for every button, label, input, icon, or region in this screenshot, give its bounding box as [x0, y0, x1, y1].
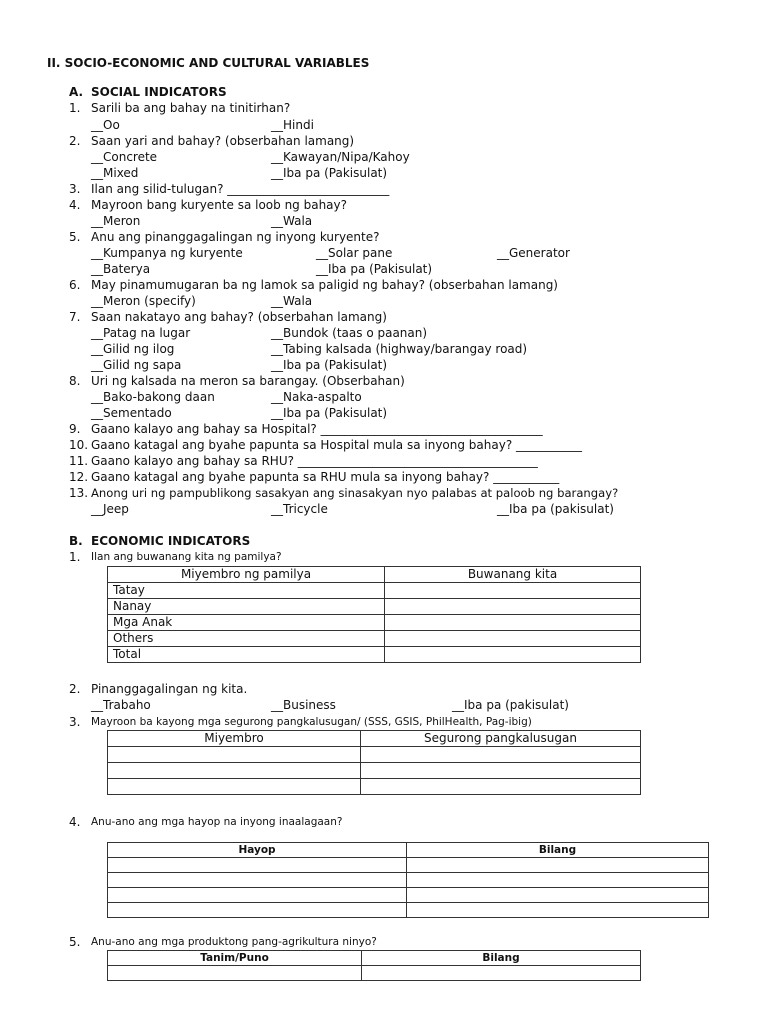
- option-meron-specify[interactable]: __Meron (specify): [91, 294, 196, 308]
- option-jeep[interactable]: __Jeep: [91, 502, 129, 516]
- option-concrete[interactable]: __Concrete: [91, 150, 158, 164]
- question-number: 11.: [69, 454, 89, 468]
- table-row: [108, 779, 641, 795]
- table-cell[interactable]: [361, 779, 641, 795]
- econ-question-5: Anu-ano ang mga produktong pang-agrikultura ninyo?: [91, 936, 377, 948]
- income-cell[interactable]: [385, 615, 641, 631]
- question-number: 7.: [69, 310, 81, 324]
- table-cell[interactable]: [108, 873, 407, 888]
- option-iba-pa[interactable]: __Iba pa (Pakisulat): [271, 358, 388, 372]
- row-label: Mga Anak: [108, 615, 385, 631]
- option-oo[interactable]: __Oo: [91, 118, 120, 132]
- table-header: Buwanang kita: [385, 567, 641, 583]
- question-1: Sarili ba ang bahay na tinitirhan?: [91, 101, 291, 115]
- option-wala[interactable]: __Wala: [271, 214, 313, 228]
- question-number: 4.: [69, 198, 81, 212]
- table-cell[interactable]: [108, 903, 407, 918]
- table-row: [108, 966, 641, 981]
- option-iba-pa[interactable]: __Iba pa (Pakisulat): [271, 406, 388, 420]
- table-header: Segurong pangkalusugan: [361, 731, 641, 747]
- question-12[interactable]: Gaano katagal ang byahe papunta sa RHU mula sa inyong bahay? ___________: [91, 470, 560, 484]
- insurance-table: [107, 730, 641, 795]
- table-cell[interactable]: [108, 858, 407, 873]
- social-header-letter: A.: [69, 85, 84, 99]
- option-naka-aspalto[interactable]: __Naka-aspalto: [271, 390, 362, 404]
- option-tabing-kalsada[interactable]: __Tabing kalsada (highway/barangay road): [271, 342, 528, 356]
- option-gilid-ilog[interactable]: __Gilid ng ilog: [91, 342, 175, 356]
- social-header: SOCIAL INDICATORS: [91, 85, 227, 99]
- income-cell[interactable]: [385, 599, 641, 615]
- option-solar[interactable]: __Solar pane: [316, 246, 393, 260]
- row-label: Total: [108, 647, 385, 663]
- question-number: 8.: [69, 374, 81, 388]
- table-cell[interactable]: [108, 888, 407, 903]
- question-7: Saan nakatayo ang bahay? (obserbahan lamang): [91, 310, 387, 324]
- option-iba-pa[interactable]: __Iba pa (pakisulat): [452, 698, 569, 712]
- table-row: [108, 903, 709, 918]
- table-cell[interactable]: [407, 858, 709, 873]
- table-cell[interactable]: [361, 763, 641, 779]
- crop-table: [107, 950, 641, 981]
- question-11[interactable]: Gaano kalayo ang bahay sa RHU? ________________________________________: [91, 454, 538, 468]
- question-number: 6.: [69, 278, 81, 292]
- option-iba-pa[interactable]: __Iba pa (Pakisulat): [271, 166, 388, 180]
- row-label: Nanay: [108, 599, 385, 615]
- question-3[interactable]: Ilan ang silid-tulugan? ___________________________: [91, 182, 390, 196]
- question-number: 3.: [69, 182, 81, 196]
- table-row: [108, 615, 641, 631]
- option-patag[interactable]: __Patag na lugar: [91, 326, 191, 340]
- table-cell[interactable]: [108, 747, 361, 763]
- question-2: Saan yari and bahay? (obserbahan lamang): [91, 134, 355, 148]
- income-table: [107, 566, 641, 663]
- question-number: 5.: [69, 935, 81, 949]
- question-number: 5.: [69, 230, 81, 244]
- income-cell[interactable]: [385, 631, 641, 647]
- option-iba-pa[interactable]: __Iba pa (pakisulat): [497, 502, 614, 516]
- option-bundok[interactable]: __Bundok (taas o paanan): [271, 326, 428, 340]
- table-header: Bilang: [407, 843, 709, 858]
- question-5: Anu ang pinanggagalingan ng inyong kuryente?: [91, 230, 380, 244]
- option-wala[interactable]: __Wala: [271, 294, 313, 308]
- table-header: Bilang: [362, 951, 641, 966]
- question-8: Uri ng kalsada na meron sa barangay. (Obserbahan): [91, 374, 405, 388]
- table-row: [108, 888, 709, 903]
- question-number: 2.: [69, 682, 81, 696]
- income-cell[interactable]: [385, 583, 641, 599]
- question-number: 10.: [69, 438, 89, 452]
- question-number: 1.: [69, 101, 81, 115]
- question-9[interactable]: Gaano kalayo ang bahay sa Hospital? _____________________________________: [91, 422, 543, 436]
- table-header: Tanim/Puno: [108, 951, 362, 966]
- table-header: Miyembro ng pamilya: [108, 567, 385, 583]
- table-row: [108, 763, 641, 779]
- option-mixed[interactable]: __Mixed: [91, 166, 139, 180]
- table-cell[interactable]: [108, 966, 362, 981]
- table-row: [108, 599, 641, 615]
- econ-question-2: Pinanggagalingan ng kita.: [91, 682, 248, 696]
- question-number: 1.: [69, 550, 81, 564]
- table-row: [108, 631, 641, 647]
- table-cell[interactable]: [108, 763, 361, 779]
- income-cell[interactable]: [385, 647, 641, 663]
- option-trabaho[interactable]: __Trabaho: [91, 698, 151, 712]
- option-hindi[interactable]: __Hindi: [271, 118, 314, 132]
- table-cell[interactable]: [108, 779, 361, 795]
- option-meron[interactable]: __Meron: [91, 214, 141, 228]
- table-row: [108, 583, 641, 599]
- question-10[interactable]: Gaano katagal ang byahe papunta sa Hospital mula sa inyong bahay? ___________: [91, 438, 583, 452]
- option-iba-pa[interactable]: __Iba pa (Pakisulat): [316, 262, 433, 276]
- table-cell[interactable]: [407, 903, 709, 918]
- option-kawayan[interactable]: __Kawayan/Nipa/Kahoy: [271, 150, 410, 164]
- question-number: 2.: [69, 134, 81, 148]
- table-row: [108, 858, 709, 873]
- question-13: Anong uri ng pampublikong sasakyan ang sinasakyan nyo palabas at paloob ng barangay?: [91, 486, 619, 500]
- option-tricycle[interactable]: __Tricycle: [271, 502, 328, 516]
- question-4: Mayroon bang kuryente sa loob ng bahay?: [91, 198, 348, 212]
- question-number: 9.: [69, 422, 81, 436]
- economic-header: ECONOMIC INDICATORS: [91, 534, 251, 548]
- econ-question-3: Mayroon ba kayong mga segurong pangkalusugan/ (SSS, GSIS, PhilHealth, Pag-ibig): [91, 716, 532, 728]
- row-label: Others: [108, 631, 385, 647]
- animal-table: [107, 842, 709, 918]
- table-row: [108, 647, 641, 663]
- question-number: 4.: [69, 815, 81, 829]
- table-cell[interactable]: [407, 888, 709, 903]
- option-baterya[interactable]: __Baterya: [91, 262, 151, 276]
- table-cell[interactable]: [362, 966, 641, 981]
- option-bako-bako[interactable]: __Bako-bakong daan: [91, 390, 215, 404]
- question-number: 12.: [69, 470, 89, 484]
- table-header: Miyembro: [108, 731, 361, 747]
- economic-header-letter: B.: [69, 534, 83, 548]
- option-kumpanya[interactable]: __Kumpanya ng kuryente: [91, 246, 243, 260]
- option-business[interactable]: __Business: [271, 698, 336, 712]
- question-number: 3.: [69, 715, 81, 729]
- row-label: Tatay: [108, 583, 385, 599]
- table-row: [108, 873, 709, 888]
- table-row: [108, 747, 641, 763]
- econ-question-1: Ilan ang buwanang kita ng pamilya?: [91, 551, 282, 563]
- econ-question-4: Anu-ano ang mga hayop na inyong inaalagaan?: [91, 816, 343, 828]
- question-6: May pinamumugaran ba ng lamok sa paligid ng bahay? (obserbahan lamang): [91, 278, 558, 292]
- table-header: Hayop: [108, 843, 407, 858]
- table-cell[interactable]: [407, 873, 709, 888]
- table-cell[interactable]: [361, 747, 641, 763]
- section-title: II. SOCIO-ECONOMIC AND CULTURAL VARIABLES: [47, 56, 370, 70]
- question-number: 13.: [69, 486, 89, 500]
- option-gilid-sapa[interactable]: __Gilid ng sapa: [91, 358, 182, 372]
- option-sementado[interactable]: __Sementado: [91, 406, 172, 420]
- option-generator[interactable]: __Generator: [497, 246, 570, 260]
